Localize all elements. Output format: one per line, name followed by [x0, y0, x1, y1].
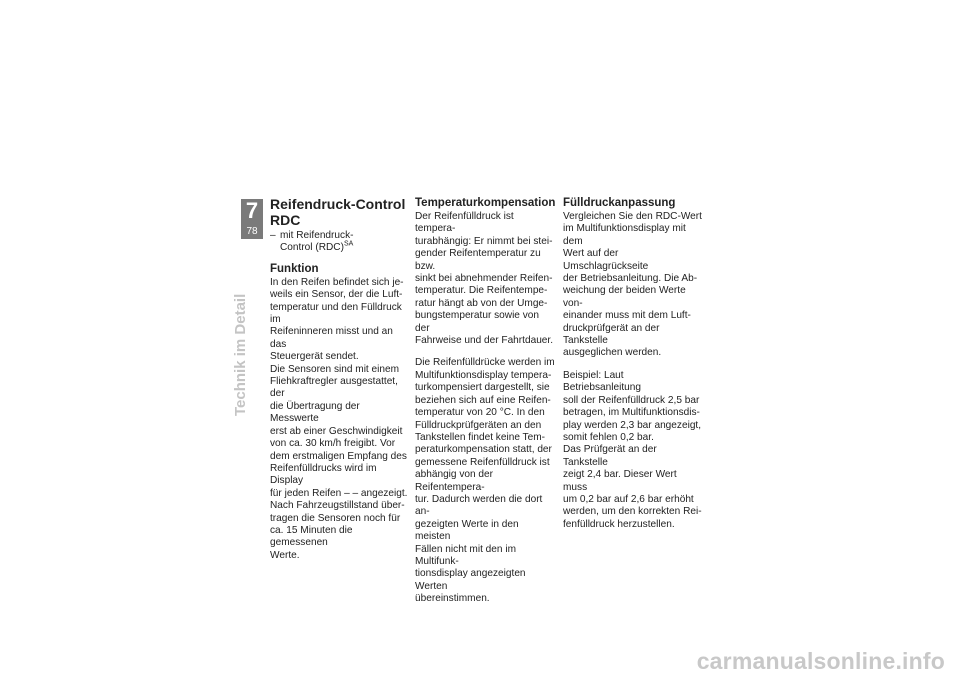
- paragraph: Beispiel: Laut Betriebsanleitung soll der Reifenfülldruck 2,5 bar betragen, im Multifunktionsdis- play werden 2,3 bar angezeigt, somit fehlen 0,2 bar.: [563, 369, 702, 443]
- paragraph: Vergleichen Sie den RDC-Wert im Multifunktionsdisplay mit dem Wert auf der Umschlagrückseite der Betriebsanleitung. Die Ab- weichung der beiden Werte von- einander muss mit dem Luft- druckprüfgerät an der Tankstelle ausgeglichen werden.: [563, 211, 702, 359]
- paragraph: Der Reifenfülldruck ist tempera- turabhängig: Er nimmt bei stei- gender Reifentemperatur zu bzw. sinkt bei abnehmender Reifen- temperatur. Die Reifentempe- ratur hängt ab von der Umge- bungstemperatur sowie von der Fahrweise und der Fahrtdauer.: [415, 211, 554, 347]
- chapter-number: 7: [245, 198, 259, 223]
- option-badge: SA: [343, 241, 354, 249]
- section-heading: Reifendruck-Control RDC: [270, 196, 406, 228]
- paragraph: Nach Fahrzeugstillstand über- tragen die Sensoren noch für ca. 15 Minuten die gemessenen Werte.: [270, 500, 405, 561]
- list-item-text: [280, 230, 353, 255]
- page-number: 78: [246, 226, 258, 237]
- watermark: carmanualsonline.info: [696, 648, 945, 674]
- list-item-label: mit Reifendruck- Control (RDC): [280, 230, 354, 254]
- subheading-funktion: Funktion: [270, 262, 319, 275]
- paragraph: Die Sensoren sind mit einem Fliehkraftregler ausgestattet, der die Übertragung der Messwerte erst ab einer Geschwindigkeit von ca. 30 km/h freigibt. Vor dem erstmaligen Empfang des Reifenfülldrucks wird im Display für jeden Reifen – – angezeigt.: [270, 363, 408, 499]
- section-side-label: Technik im Detail: [232, 293, 249, 416]
- list-item-option: [270, 230, 410, 255]
- list-dash: –: [270, 230, 276, 241]
- column-rdc: [270, 196, 410, 562]
- paragraph: Die Reifenfülldrücke werden im Multifunktionsdisplay tempera- turkompensiert dargestellt, sie beziehen sich auf eine Reifen- temperatur von 20 °C. In den Fülldruckprüfgeräten an den Tankstellen findet keine Tem- peraturkompensation statt, der gemessene Reifenfülldruck ist abhängig von der Reifentempera- tur. Dadurch werden die dort an- gezeigten Werte in den meisten Fällen nicht mit den im Multifunk- tionsdisplay angezeigten Werten übereinstimmen.: [415, 357, 555, 605]
- paragraph: In den Reifen befindet sich je- weils ein Sensor, der die Luft- temperatur und den Fülldruck im Reifeninneren misst und an das Steuergerät sendet.: [270, 276, 404, 363]
- column-temperature: [415, 196, 555, 606]
- subheading-temperaturkompensation: Temperaturkompensation: [415, 197, 556, 209]
- paragraph: Das Prüfgerät an der Tankstelle zeigt 2,4 bar. Dieser Wert muss um 0,2 bar auf 2,6 bar erhöht werden, um den korrekten Rei- fenfülldruck herzustellen.: [563, 444, 702, 530]
- subheading-fuelldruckanpassung: Fülldruckanpassung: [563, 197, 676, 209]
- column-pressure: [563, 196, 703, 531]
